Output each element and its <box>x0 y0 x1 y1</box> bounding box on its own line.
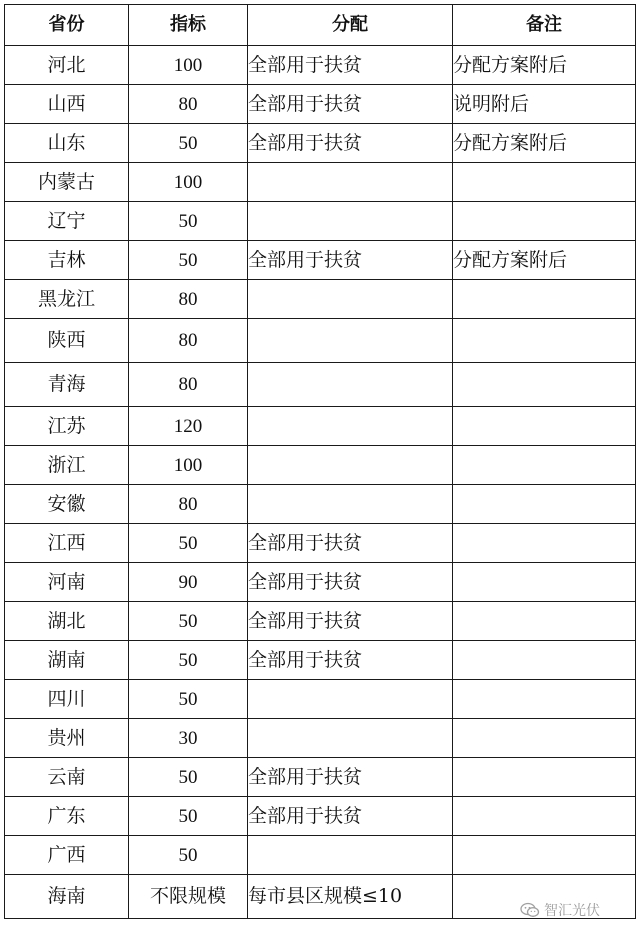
cell-allocation: 全部用于扶贫 <box>248 241 453 280</box>
wechat-icon <box>520 902 540 918</box>
cell-quota: 100 <box>129 46 248 85</box>
cell-quota: 80 <box>129 485 248 524</box>
cell-remarks <box>453 163 636 202</box>
cell-allocation <box>248 719 453 758</box>
cell-province: 湖北 <box>5 602 129 641</box>
table-row <box>5 446 636 485</box>
cell-quota: 100 <box>129 446 248 485</box>
table-row <box>5 202 636 241</box>
cell-remarks <box>453 563 636 602</box>
cell-province: 安徽 <box>5 485 129 524</box>
cell-quota: 50 <box>129 836 248 875</box>
table-row <box>5 85 636 124</box>
cell-quota: 50 <box>129 124 248 163</box>
cell-quota: 50 <box>129 680 248 719</box>
cell-province: 河北 <box>5 46 129 85</box>
watermark <box>520 900 600 920</box>
cell-quota: 120 <box>129 407 248 446</box>
cell-province: 内蒙古 <box>5 163 129 202</box>
table-body <box>5 46 636 919</box>
cell-remarks: 说明附后 <box>453 85 636 124</box>
table-row <box>5 363 636 407</box>
cell-quota: 80 <box>129 319 248 363</box>
cell-province: 海南 <box>5 875 129 919</box>
cell-province: 四川 <box>5 680 129 719</box>
cell-province: 贵州 <box>5 719 129 758</box>
cell-allocation: 全部用于扶贫 <box>248 524 453 563</box>
table-row <box>5 124 636 163</box>
cell-remarks <box>453 602 636 641</box>
cell-quota: 50 <box>129 202 248 241</box>
cell-allocation <box>248 407 453 446</box>
cell-allocation <box>248 363 453 407</box>
cell-quota: 50 <box>129 524 248 563</box>
cell-province: 广西 <box>5 836 129 875</box>
cell-quota: 90 <box>129 563 248 602</box>
table-header-row <box>5 5 636 46</box>
cell-quota: 100 <box>129 163 248 202</box>
cell-remarks <box>453 836 636 875</box>
cell-allocation: 全部用于扶贫 <box>248 124 453 163</box>
cell-remarks <box>453 446 636 485</box>
cell-province: 辽宁 <box>5 202 129 241</box>
cell-remarks: 分配方案附后 <box>453 124 636 163</box>
table-row <box>5 407 636 446</box>
cell-remarks <box>453 680 636 719</box>
cell-remarks <box>453 280 636 319</box>
cell-remarks <box>453 363 636 407</box>
cell-province: 河南 <box>5 563 129 602</box>
cell-province: 山东 <box>5 124 129 163</box>
cell-allocation <box>248 280 453 319</box>
cell-allocation <box>248 446 453 485</box>
cell-province: 云南 <box>5 758 129 797</box>
table-row <box>5 719 636 758</box>
cell-province: 江苏 <box>5 407 129 446</box>
quota-table <box>4 4 636 919</box>
cell-allocation: 全部用于扶贫 <box>248 758 453 797</box>
header-province: 省份 <box>5 5 129 46</box>
cell-quota: 不限规模 <box>129 875 248 919</box>
table-row <box>5 641 636 680</box>
cell-remarks <box>453 485 636 524</box>
cell-allocation: 全部用于扶贫 <box>248 85 453 124</box>
table-row <box>5 836 636 875</box>
cell-allocation <box>248 485 453 524</box>
table-row <box>5 563 636 602</box>
cell-province: 黑龙江 <box>5 280 129 319</box>
cell-quota: 80 <box>129 85 248 124</box>
cell-province: 陕西 <box>5 319 129 363</box>
cell-allocation: 每市县区规模≤10 <box>248 875 453 919</box>
cell-quota: 80 <box>129 363 248 407</box>
table-row <box>5 280 636 319</box>
cell-allocation: 全部用于扶贫 <box>248 46 453 85</box>
cell-allocation: 全部用于扶贫 <box>248 563 453 602</box>
cell-province: 吉林 <box>5 241 129 280</box>
cell-remarks: 分配方案附后 <box>453 46 636 85</box>
table-row <box>5 524 636 563</box>
table-row <box>5 46 636 85</box>
table-row <box>5 797 636 836</box>
header-allocation: 分配 <box>248 5 453 46</box>
cell-remarks: 分配方案附后 <box>453 241 636 280</box>
table-row <box>5 602 636 641</box>
table-row <box>5 485 636 524</box>
cell-quota: 80 <box>129 280 248 319</box>
cell-province: 江西 <box>5 524 129 563</box>
cell-quota: 30 <box>129 719 248 758</box>
cell-remarks <box>453 407 636 446</box>
cell-quota: 50 <box>129 758 248 797</box>
cell-remarks <box>453 797 636 836</box>
cell-allocation <box>248 319 453 363</box>
header-quota: 指标 <box>129 5 248 46</box>
cell-allocation: 全部用于扶贫 <box>248 641 453 680</box>
table-row <box>5 241 636 280</box>
cell-remarks <box>453 758 636 797</box>
cell-remarks <box>453 524 636 563</box>
cell-quota: 50 <box>129 797 248 836</box>
cell-allocation: 全部用于扶贫 <box>248 602 453 641</box>
quota-table-container <box>4 4 635 919</box>
cell-remarks <box>453 641 636 680</box>
table-row <box>5 680 636 719</box>
cell-remarks <box>453 319 636 363</box>
cell-allocation <box>248 202 453 241</box>
cell-remarks <box>453 719 636 758</box>
cell-allocation: 全部用于扶贫 <box>248 797 453 836</box>
cell-remarks <box>453 202 636 241</box>
table-row <box>5 758 636 797</box>
cell-province: 广东 <box>5 797 129 836</box>
cell-allocation <box>248 836 453 875</box>
cell-province: 浙江 <box>5 446 129 485</box>
cell-allocation <box>248 163 453 202</box>
watermark-text: 智汇光伏 <box>544 903 600 919</box>
table-row <box>5 319 636 363</box>
cell-province: 山西 <box>5 85 129 124</box>
cell-quota: 50 <box>129 602 248 641</box>
table-row <box>5 163 636 202</box>
cell-quota: 50 <box>129 241 248 280</box>
header-remarks: 备注 <box>453 5 636 46</box>
cell-allocation <box>248 680 453 719</box>
cell-province: 青海 <box>5 363 129 407</box>
cell-province: 湖南 <box>5 641 129 680</box>
cell-quota: 50 <box>129 641 248 680</box>
